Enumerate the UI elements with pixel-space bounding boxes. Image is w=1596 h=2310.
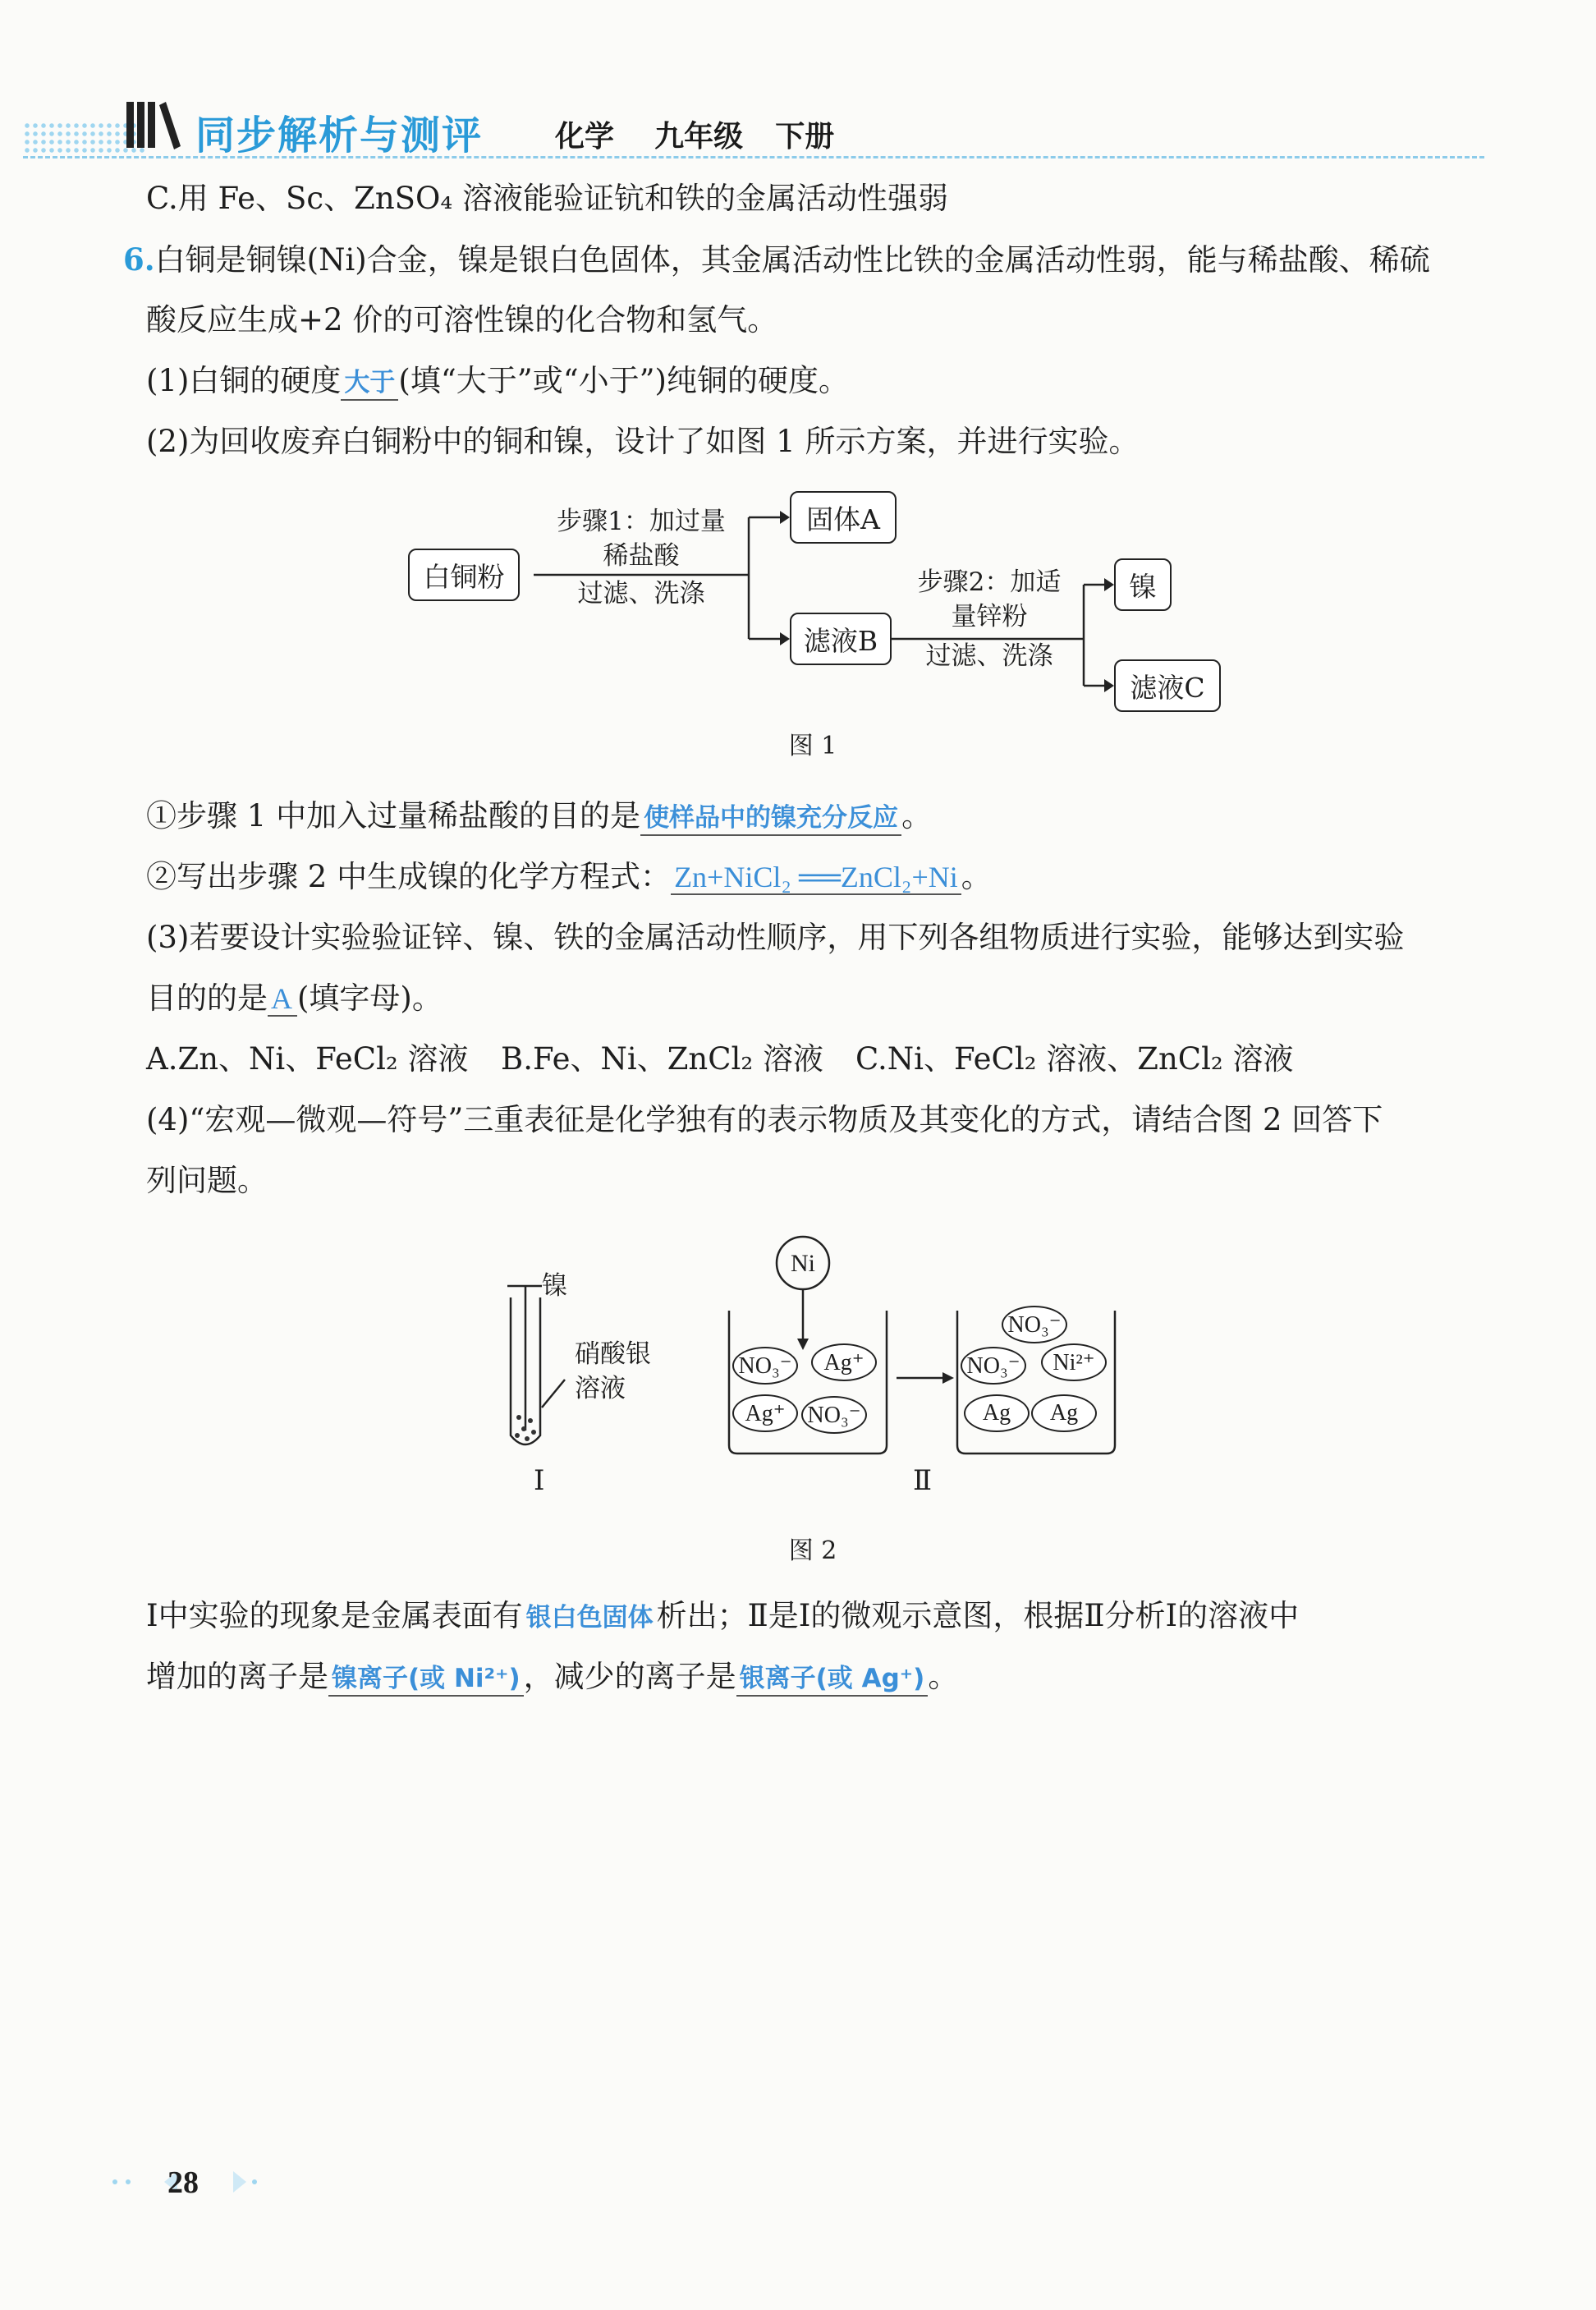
header-divider <box>23 156 1484 158</box>
p4b-answer: 镍离子(或 Ni²⁺) <box>328 1662 524 1697</box>
prev-option-c: C.用 Fe、Sc、ZnSO₄ 溶液能验证钪和铁的金属活动性强弱 <box>146 181 948 216</box>
p2b-prefix: ②写出步骤 2 中生成镍的化学方程式： <box>146 859 672 894</box>
step2-label-1: 步骤2：加适 <box>917 567 1062 597</box>
p4b-suffix: 。 <box>928 1659 959 1694</box>
series-title: 同步解析与测评 <box>195 113 484 158</box>
q6-part3-line1: (3)若要设计实验验证锌、镍、铁的金属活动性顺序，用下列各组物质进行实验，能够达到实验 <box>146 920 1405 955</box>
p4a-suffix: 析出；Ⅱ是Ⅰ的微观示意图，根据Ⅱ分析Ⅰ的溶液中 <box>656 1598 1300 1633</box>
box-solid-a: 固体A <box>790 491 897 544</box>
q6-part1 <box>146 363 1509 401</box>
q6-intro-line2: 酸反应生成+2 价的可溶性镍的化合物和氢气。 <box>146 302 778 338</box>
ion-ag-a: Ag⁺ <box>811 1343 877 1381</box>
q6-intro-line1 <box>123 241 1486 278</box>
p4b-answer2: 银离子(或 Ag⁺) <box>736 1662 929 1697</box>
p1-suffix: (填“大于”或“小于”)纯铜的硬度。 <box>398 363 849 398</box>
ion-no3-b: NO₃⁻ <box>801 1396 867 1434</box>
ni-atom-label: Ni <box>791 1250 815 1277</box>
ion-no3-a: NO₃⁻ <box>732 1347 798 1385</box>
p1-prefix: (1)白铜的硬度 <box>146 363 342 398</box>
roman-one: Ⅰ <box>534 1464 545 1497</box>
q6-part4-line1: (4)“宏观—微观—符号”三重表征是化学独有的表示物质及其变化的方式，请结合图 2 回答下 <box>146 1102 1383 1137</box>
p1-answer: 大于 <box>341 366 398 401</box>
p3-answer: A <box>268 982 297 1017</box>
q6-part4-line2: 列问题。 <box>146 1163 268 1198</box>
option-a: A.Zn、Ni、FeCl₂ 溶液 <box>146 1041 469 1077</box>
tube-label-silver-nitrate: 硝酸银 <box>575 1339 651 1369</box>
ion-ag-d: Ag <box>1031 1394 1097 1432</box>
books-icon <box>125 99 182 151</box>
box-nickel: 镍 <box>1114 558 1172 611</box>
box-filtrate-c: 滤液C <box>1114 659 1221 712</box>
step2-label-3: 过滤、洗涤 <box>925 641 1053 671</box>
step1-label-3: 过滤、洗涤 <box>577 579 705 608</box>
option-c: C.Ni、FeCl₂ 溶液、ZnCl₂ 溶液 <box>855 1041 1294 1077</box>
q6-part4a <box>146 1598 1509 1634</box>
p2a-answer: 使样品中的镍充分反应 <box>640 801 901 836</box>
grade: 九年级 <box>654 120 744 154</box>
q6-number: 6. <box>123 241 155 278</box>
p2a-prefix: ①步骤 1 中加入过量稀盐酸的目的是 <box>146 798 641 834</box>
volume: 下册 <box>775 120 835 154</box>
q6-part2b <box>146 859 1509 895</box>
ion-no3-c: NO₃⁻ <box>1002 1306 1067 1343</box>
p2b-answer: Zn+NiCl₂ ══ZnCl₂+Ni <box>671 861 961 895</box>
step1-label-1: 步骤1：加过量 <box>557 507 726 536</box>
p2a-suffix: 。 <box>901 798 933 834</box>
q6-intro-text1: 白铜是铜镍(Ni)合金，镍是银白色固体，其金属活动性比铁的金属活动性弱，能与稀盐酸、稀硫 <box>154 242 1430 278</box>
page-number: 28 <box>167 2165 199 2200</box>
figure-1-caption: 图 1 <box>788 732 837 760</box>
p4a-prefix: Ⅰ中实验的现象是金属表面有 <box>146 1598 523 1633</box>
p3-suffix: (填字母)。 <box>297 980 443 1016</box>
q6-part2a <box>146 798 1509 836</box>
tube-label-nickel: 镍 <box>542 1271 567 1301</box>
step1-label-2: 稀盐酸 <box>603 541 680 571</box>
option-b: B.Fe、Ni、ZnCl₂ 溶液 <box>501 1041 823 1077</box>
box-white-copper: 白铜粉 <box>408 549 520 601</box>
box-filtrate-b: 滤液B <box>790 613 892 665</box>
p4b-mid: ，减少的离子是 <box>523 1659 736 1694</box>
subject-label <box>555 113 834 155</box>
q6-part3-options <box>146 1041 1509 1077</box>
ion-ni2: Ni²⁺ <box>1041 1343 1107 1381</box>
roman-two: Ⅱ <box>913 1464 933 1497</box>
ion-ag-b: Ag⁺ <box>732 1394 798 1432</box>
tube-label-solution: 溶液 <box>575 1374 626 1403</box>
p3-prefix: 目的的是 <box>146 980 268 1016</box>
q6-part2: (2)为回收废弃白铜粉中的铜和镍，设计了如图 1 所示方案，并进行实验。 <box>146 424 1140 459</box>
p4a-answer: 银白色固体 <box>525 1603 654 1633</box>
subject: 化学 <box>555 120 615 154</box>
q6-part4b <box>146 1659 1509 1697</box>
ion-ag-c: Ag <box>964 1394 1030 1432</box>
p4b-prefix: 增加的离子是 <box>146 1659 328 1694</box>
step2-label-2: 量锌粉 <box>951 602 1028 631</box>
p2b-suffix: 。 <box>961 859 992 894</box>
ion-no3-d: NO₃⁻ <box>961 1347 1026 1385</box>
figure-2-caption: 图 2 <box>788 1536 837 1565</box>
q6-part3-line2 <box>146 980 1509 1017</box>
